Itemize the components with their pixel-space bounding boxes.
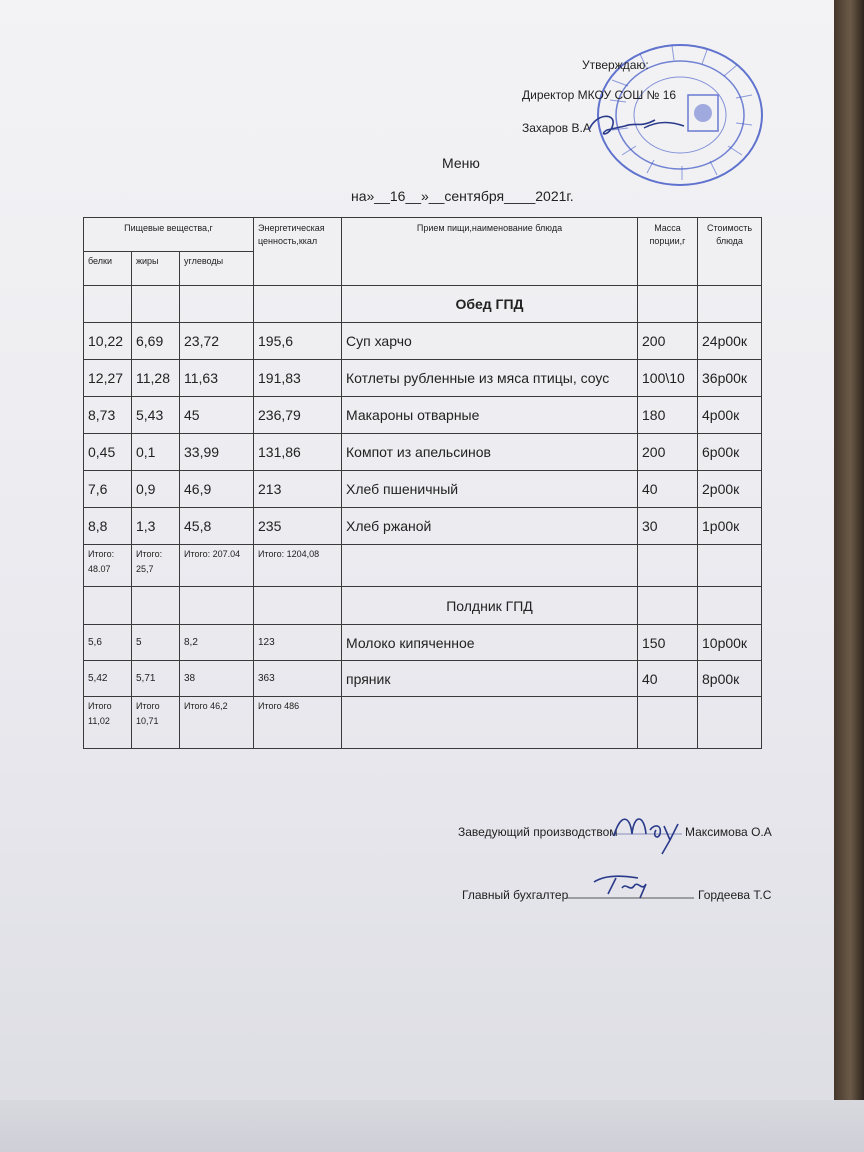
cell-carbs: 45 <box>180 397 254 434</box>
header-meal: Прием пищи,наименование блюда <box>342 218 638 286</box>
cell-energy: 123 <box>254 625 342 661</box>
header-carbs: углеводы <box>180 252 254 286</box>
total-fat: Итого: 25,7 <box>132 545 180 587</box>
total-energy: Итого: 1204,08 <box>254 545 342 587</box>
table-row <box>84 434 762 471</box>
section-row-lunch <box>84 286 762 323</box>
cell-protein: 0,45 <box>84 434 132 471</box>
header-cost: Стоимость блюда <box>698 218 762 286</box>
cell-protein: 10,22 <box>84 323 132 360</box>
cell-carbs: 45,8 <box>180 508 254 545</box>
approval-label: Утверждаю: <box>582 58 649 72</box>
cell-fat: 5,43 <box>132 397 180 434</box>
total-row-snack <box>84 697 762 749</box>
section-title-snack: Полдник ГПД <box>342 587 638 625</box>
cell-cost: 24р00к <box>698 323 762 360</box>
cell-cost: 1р00к <box>698 508 762 545</box>
cell-fat: 1,3 <box>132 508 180 545</box>
cell-protein: 12,27 <box>84 360 132 397</box>
header-energy: Энергетическая ценность,ккал <box>254 218 342 286</box>
cell-mass: 100\10 <box>638 360 698 397</box>
cell-energy: 235 <box>254 508 342 545</box>
cell-fat: 5,71 <box>132 661 180 697</box>
cell-mass: 180 <box>638 397 698 434</box>
cell-carbs: 23,72 <box>180 323 254 360</box>
cell-fat: 11,28 <box>132 360 180 397</box>
director-title: Директор МКОУ СОШ № 16 <box>522 88 677 102</box>
cell-mass: 200 <box>638 323 698 360</box>
cell-carbs: 8,2 <box>180 625 254 661</box>
header-fat: жиры <box>132 252 180 286</box>
cell-mass: 40 <box>638 661 698 697</box>
header-nutrients: Пищевые вещества,г <box>84 218 254 252</box>
total-fat: Итого 10,71 <box>132 697 180 749</box>
total-energy: Итого 486 <box>254 697 342 749</box>
manager-name: Максимова О.А <box>685 825 772 839</box>
menu-table <box>83 217 762 749</box>
cell-fat: 0,1 <box>132 434 180 471</box>
cell-dish-name: Компот из апельсинов <box>342 434 638 471</box>
cell-dish-name: Макароны отварные <box>342 397 638 434</box>
cell-carbs: 11,63 <box>180 360 254 397</box>
cell-dish-name: пряник <box>342 661 638 697</box>
cell-energy: 236,79 <box>254 397 342 434</box>
table-row <box>84 397 762 434</box>
cell-protein: 5,42 <box>84 661 132 697</box>
table-row <box>84 625 762 661</box>
cell-cost: 4р00к <box>698 397 762 434</box>
manager-role: Заведующий производством <box>458 825 618 839</box>
background-edge <box>830 0 864 1152</box>
cell-mass: 40 <box>638 471 698 508</box>
total-carbs: Итого: 207.04 <box>180 545 254 587</box>
page-title: Меню <box>442 155 480 171</box>
cell-fat: 0,9 <box>132 471 180 508</box>
header-mass: Масса порции,г <box>638 218 698 286</box>
cell-carbs: 38 <box>180 661 254 697</box>
cell-dish-name: Молоко кипяченное <box>342 625 638 661</box>
table-row <box>84 661 762 697</box>
cell-cost: 8р00к <box>698 661 762 697</box>
cell-cost: 2р00к <box>698 471 762 508</box>
total-protein: Итого 11,02 <box>84 697 132 749</box>
cell-protein: 8,73 <box>84 397 132 434</box>
table-row <box>84 508 762 545</box>
director-name: Захаров В.А <box>522 121 591 135</box>
table-row <box>84 471 762 508</box>
section-title-lunch: Обед ГПД <box>342 286 638 323</box>
cell-fat: 5 <box>132 625 180 661</box>
table-row <box>84 323 762 360</box>
cell-dish-name: Котлеты рубленные из мяса птицы, соус <box>342 360 638 397</box>
cell-energy: 363 <box>254 661 342 697</box>
cell-protein: 7,6 <box>84 471 132 508</box>
cell-cost: 6р00к <box>698 434 762 471</box>
header-protein: белки <box>84 252 132 286</box>
cell-carbs: 46,9 <box>180 471 254 508</box>
menu-date: на»__16__»__сентября____2021г. <box>351 188 574 204</box>
cell-cost: 10р00к <box>698 625 762 661</box>
cell-protein: 8,8 <box>84 508 132 545</box>
total-protein: Итого: 48.07 <box>84 545 132 587</box>
cell-dish-name: Хлеб пшеничный <box>342 471 638 508</box>
cell-energy: 191,83 <box>254 360 342 397</box>
accountant-name: Гордеева Т.С <box>698 888 772 902</box>
cell-dish-name: Суп харчо <box>342 323 638 360</box>
cell-energy: 131,86 <box>254 434 342 471</box>
director-signature <box>585 108 665 138</box>
cell-carbs: 33,99 <box>180 434 254 471</box>
accountant-role: Главный бухгалтер <box>462 888 569 902</box>
cell-dish-name: Хлеб ржаной <box>342 508 638 545</box>
total-row-lunch <box>84 545 762 587</box>
cell-energy: 195,6 <box>254 323 342 360</box>
cell-fat: 6,69 <box>132 323 180 360</box>
table-row <box>84 360 762 397</box>
cell-energy: 213 <box>254 471 342 508</box>
cell-protein: 5,6 <box>84 625 132 661</box>
page-bottom-shadow <box>0 1100 864 1152</box>
accountant-signature <box>566 870 696 904</box>
cell-cost: 36р00к <box>698 360 762 397</box>
section-row-snack <box>84 587 762 625</box>
header-row <box>84 218 762 252</box>
total-carbs: Итого 46,2 <box>180 697 254 749</box>
manager-signature <box>610 806 685 856</box>
cell-mass: 30 <box>638 508 698 545</box>
cell-mass: 200 <box>638 434 698 471</box>
cell-mass: 150 <box>638 625 698 661</box>
